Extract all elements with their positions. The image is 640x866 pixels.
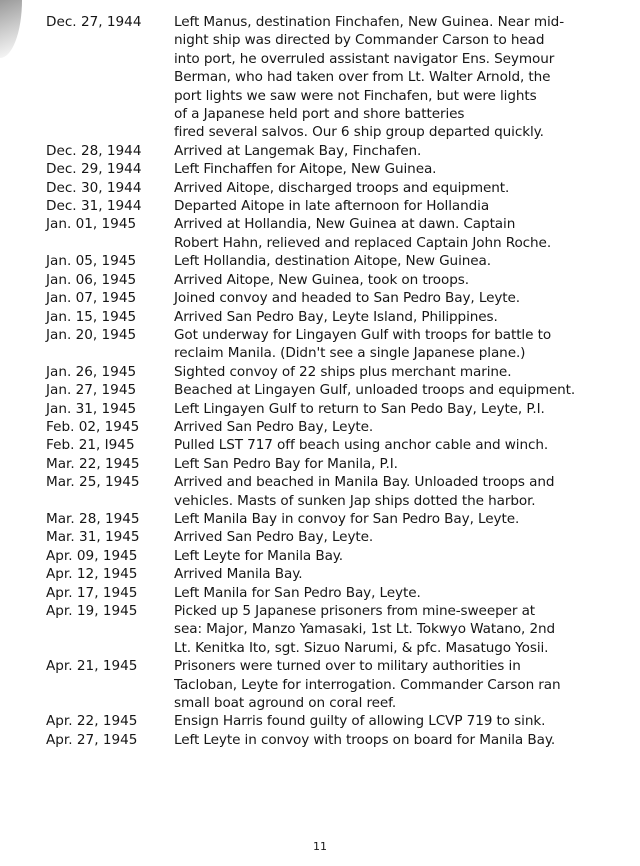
entry-text: Left Hollandia, destination Aitope, New Guinea. (174, 253, 491, 270)
entry-date: Feb. 02, 1945 (46, 418, 140, 435)
log-entry (0, 473, 640, 510)
entry-date: Apr. 19, 1945 (46, 603, 138, 619)
entry-text: Arrived San Pedro Bay, Leyte. (174, 529, 374, 546)
entry-date: Mar. 31, 1945 (46, 529, 140, 546)
entry-date: Dec. 27, 1944 (46, 14, 142, 30)
entry-date: Jan. 05, 1945 (46, 253, 137, 270)
log-entry (0, 418, 640, 436)
log-entry (0, 326, 640, 363)
entry-text: Left Manila for San Pedro Bay, Leyte. (174, 584, 421, 601)
entry-text: Arrived San Pedro Bay, Leyte Island, Philippines. (174, 308, 498, 325)
log-entry (0, 13, 640, 142)
entry-date: Jan. 07, 1945 (46, 290, 137, 307)
log-entry (0, 271, 640, 289)
log-entry (0, 657, 640, 712)
log-entry (0, 308, 640, 326)
log-entry (0, 584, 640, 602)
log-entry (0, 510, 640, 528)
entry-text: Picked up 5 Japanese prisoners from mine-sweeper at sea: Major, Manzo Yamasaki, 1st Lt. Tokwyo Watano, 2nd Lt. Kenitka Ito, sgt. Sizuo Narumi, & pfc. Masatugo Yosii. (174, 603, 556, 656)
log-entry (0, 160, 640, 178)
entry-date: Apr. 27, 1945 (46, 731, 138, 748)
entry-text: Beached at Lingayen Gulf, unloaded troops and equipment. (174, 382, 576, 399)
entry-date: Mar. 25, 1945 (46, 474, 140, 491)
log-entry (0, 215, 640, 252)
log-entry (0, 381, 640, 399)
entry-date: Mar. 28, 1945 (46, 510, 140, 527)
entry-text: Arrived Aitope, discharged troops and equipment. (174, 179, 510, 196)
entry-text: Joined convoy and headed to San Pedro Bay, Leyte. (174, 290, 521, 307)
log-entry (0, 400, 640, 418)
entry-date: Apr. 09, 1945 (46, 547, 138, 564)
log-entry (0, 179, 640, 197)
entry-text: Arrived San Pedro Bay, Leyte. (174, 418, 374, 435)
log-entry (0, 363, 640, 381)
entry-text: Sighted convoy of 22 ships plus merchant marine. (174, 363, 512, 380)
entry-text: Arrived at Hollandia, New Guinea at dawn. Captain Robert Hahn, relieved and replaced Captain John Roche. (174, 216, 552, 251)
log-entry (0, 197, 640, 215)
ship-log (0, 13, 640, 749)
entry-date: Apr. 21, 1945 (46, 658, 138, 675)
log-entry (0, 142, 640, 160)
entry-text: Pulled LST 717 off beach using anchor cable and winch. (174, 437, 549, 454)
entry-text: Left Lingayen Gulf to return to San Pedo Bay, Leyte, P.I. (174, 400, 545, 417)
entry-date: Jan. 06, 1945 (46, 271, 137, 288)
entry-text: Arrived at Langemak Bay, Finchafen. (174, 142, 422, 159)
entry-date: Jan. 26, 1945 (46, 363, 137, 380)
entry-date: Feb. 21, I945 (46, 437, 135, 454)
entry-date: Dec. 29, 1944 (46, 161, 142, 178)
entry-text: Departed Aitope in late afternoon for Hollandia (174, 198, 490, 215)
entry-text: Left Leyte in convoy with troops on board for Manila Bay. (174, 731, 556, 748)
entry-date: Apr. 12, 1945 (46, 566, 138, 583)
entry-date: Mar. 22, 1945 (46, 455, 140, 472)
log-entry (0, 252, 640, 270)
entry-text: Arrived and beached in Manila Bay. Unloaded troops and vehicles. Masts of sunken Jap ships dotted the harbor. (174, 474, 555, 509)
entry-date: Dec. 31, 1944 (46, 198, 142, 215)
entry-text: Arrived Aitope, New Guinea, took on troops. (174, 271, 469, 288)
log-entry (0, 547, 640, 565)
entry-date: Dec. 30, 1944 (46, 179, 142, 196)
entry-text: Left Leyte for Manila Bay. (174, 547, 344, 564)
entry-text: Left San Pedro Bay for Manila, P.I. (174, 455, 398, 472)
entry-date: Dec. 28, 1944 (46, 142, 142, 159)
entry-date: Jan. 27, 1945 (46, 382, 137, 399)
entry-text: Left Manus, destination Finchafen, New Guinea. Near mid- night ship was directed by Commander Carson to head into port, he overruled assistant navigator Ens. Seymour Berman, who had taken over from Lt. Walter Arnold, the port lights we saw were not Finchafen, but were lights of a Japanese held port and shore batteries fired several salvos. Our 6 ship group departed quickly. (174, 14, 565, 141)
log-entry (0, 289, 640, 307)
entry-text: Got underway for Lingayen Gulf with troops for battle to reclaim Manila. (Didn't see a single Japanese plane.) (174, 326, 552, 362)
entry-text: Left Manila Bay in convoy for San Pedro Bay, Leyte. (174, 510, 520, 527)
log-entry (0, 712, 640, 730)
entry-date: Jan. 20, 1945 (46, 326, 137, 343)
log-entry (0, 436, 640, 454)
entry-date: Apr. 22, 1945 (46, 713, 138, 730)
entry-date: Jan. 15, 1945 (46, 308, 137, 325)
entry-text: Arrived Manila Bay. (174, 566, 303, 583)
log-entry (0, 565, 640, 583)
page-number: 11 (313, 840, 327, 853)
entry-text: Prisoners were turned over to military authorities in Tacloban, Leyte for interrogation. Commander Carson ran small boat aground on coral reef. (174, 658, 561, 712)
entry-text: Left Finchaffen for Aitope, New Guinea. (174, 161, 437, 178)
log-entry (0, 455, 640, 473)
log-entry (0, 731, 640, 749)
entry-date: Jan. 31, 1945 (46, 400, 137, 417)
log-entry (0, 528, 640, 546)
entry-date: Apr. 17, 1945 (46, 584, 138, 601)
log-entry (0, 602, 640, 657)
entry-date: Jan. 01, 1945 (46, 216, 137, 233)
entry-text: Ensign Harris found guilty of allowing LCVP 719 to sink. (174, 713, 546, 730)
